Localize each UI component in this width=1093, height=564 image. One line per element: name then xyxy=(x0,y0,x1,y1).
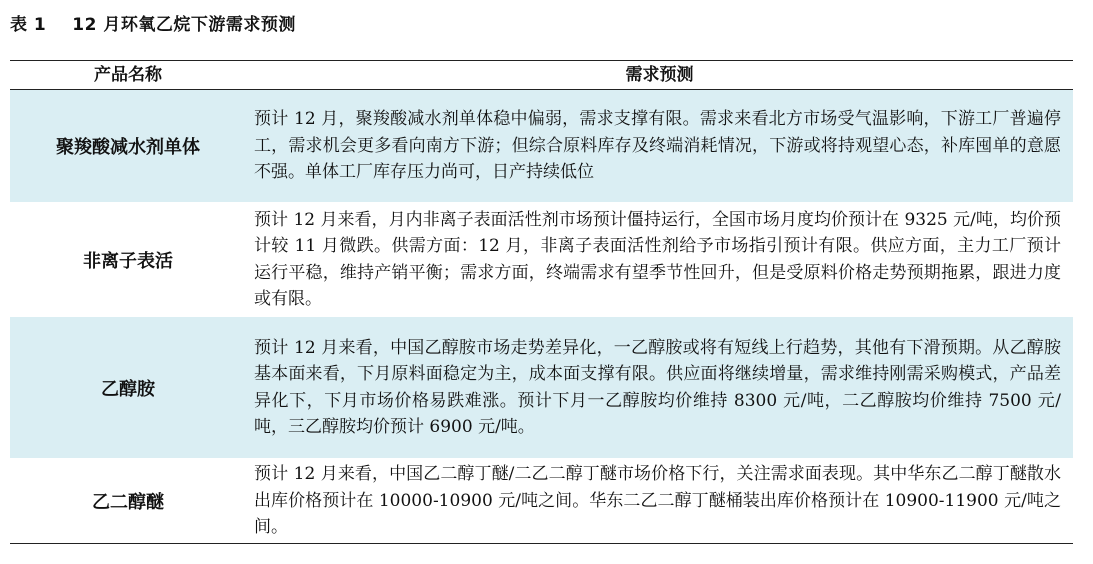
product-name-cell: 聚羧酸减水剂单体 xyxy=(10,90,246,203)
product-name-cell: 乙醇胺 xyxy=(10,317,246,459)
table-row xyxy=(10,90,1073,203)
forecast-cell: 预计 12 月来看，中国乙二醇丁醚/二乙二醇丁醚市场价格下行，关注需求面表现。其中华东乙二醇丁醚散水出库价格预计在 10000-10900 元/吨之间。华东二乙二醇丁醚桶装出库价格预计在 10900-11900 元/吨之间。 xyxy=(254,464,1061,538)
table-title: 12 月环氧乙烷下游需求预测 xyxy=(72,15,296,35)
product-name-cell: 乙二醇醚 xyxy=(92,492,164,513)
table-number: 表 1 xyxy=(10,15,47,35)
table-row xyxy=(10,203,1073,317)
forecast-cell: 预计 12 月来看，月内非离子表面活性剂市场预计僵持运行，全国市场月度均价预计在 9325 元/吨，均价预计较 11 月微跌。供需方面：12 月，非离子表面活性剂给予市场指引预计有限。供应方面，主力工厂预计运行平稳，维持产销平衡；需求方面，终端需求有望季节性回升，但是受原料价格走势预期拖累，跟进力度或有限。 xyxy=(246,203,1073,317)
header-product-name: 产品名称 xyxy=(10,61,246,90)
forecast-cell: 预计 12 月来看，中国乙醇胺市场走势差异化，一乙醇胺或将有短线上行趋势，其他有下滑预期。从乙醇胺基本面来看，下月原料面稳定为主，成本面支撑有限。供应面将继续增量，需求维持刚需采购模式，产品差异化下，下月市场价格易跌难涨。预计下月一乙醇胺均价维持 8300 元/吨，二乙醇胺均价维持 7500 元/吨，三乙醇胺均价预计 6900 元/吨。 xyxy=(246,317,1073,459)
demand-forecast-table xyxy=(10,60,1073,544)
table-caption xyxy=(10,10,296,35)
forecast-cell: 预计 12 月，聚羧酸减水剂单体稳中偏弱，需求支撑有限。需求来看北方市场受气温影响，下游工厂普遍停工，需求机会更多看向南方下游；但综合原料库存及终端消耗情况，下游或将持观望心态，补库囤单的意愿不强。单体工厂库存压力尚可，日产持续低位 xyxy=(246,90,1073,203)
header-demand-forecast: 需求预测 xyxy=(246,61,1073,90)
product-name-cell: 非离子表活 xyxy=(10,203,246,317)
table-row xyxy=(10,459,1073,544)
header-row xyxy=(10,61,1073,90)
table-row xyxy=(10,317,1073,459)
